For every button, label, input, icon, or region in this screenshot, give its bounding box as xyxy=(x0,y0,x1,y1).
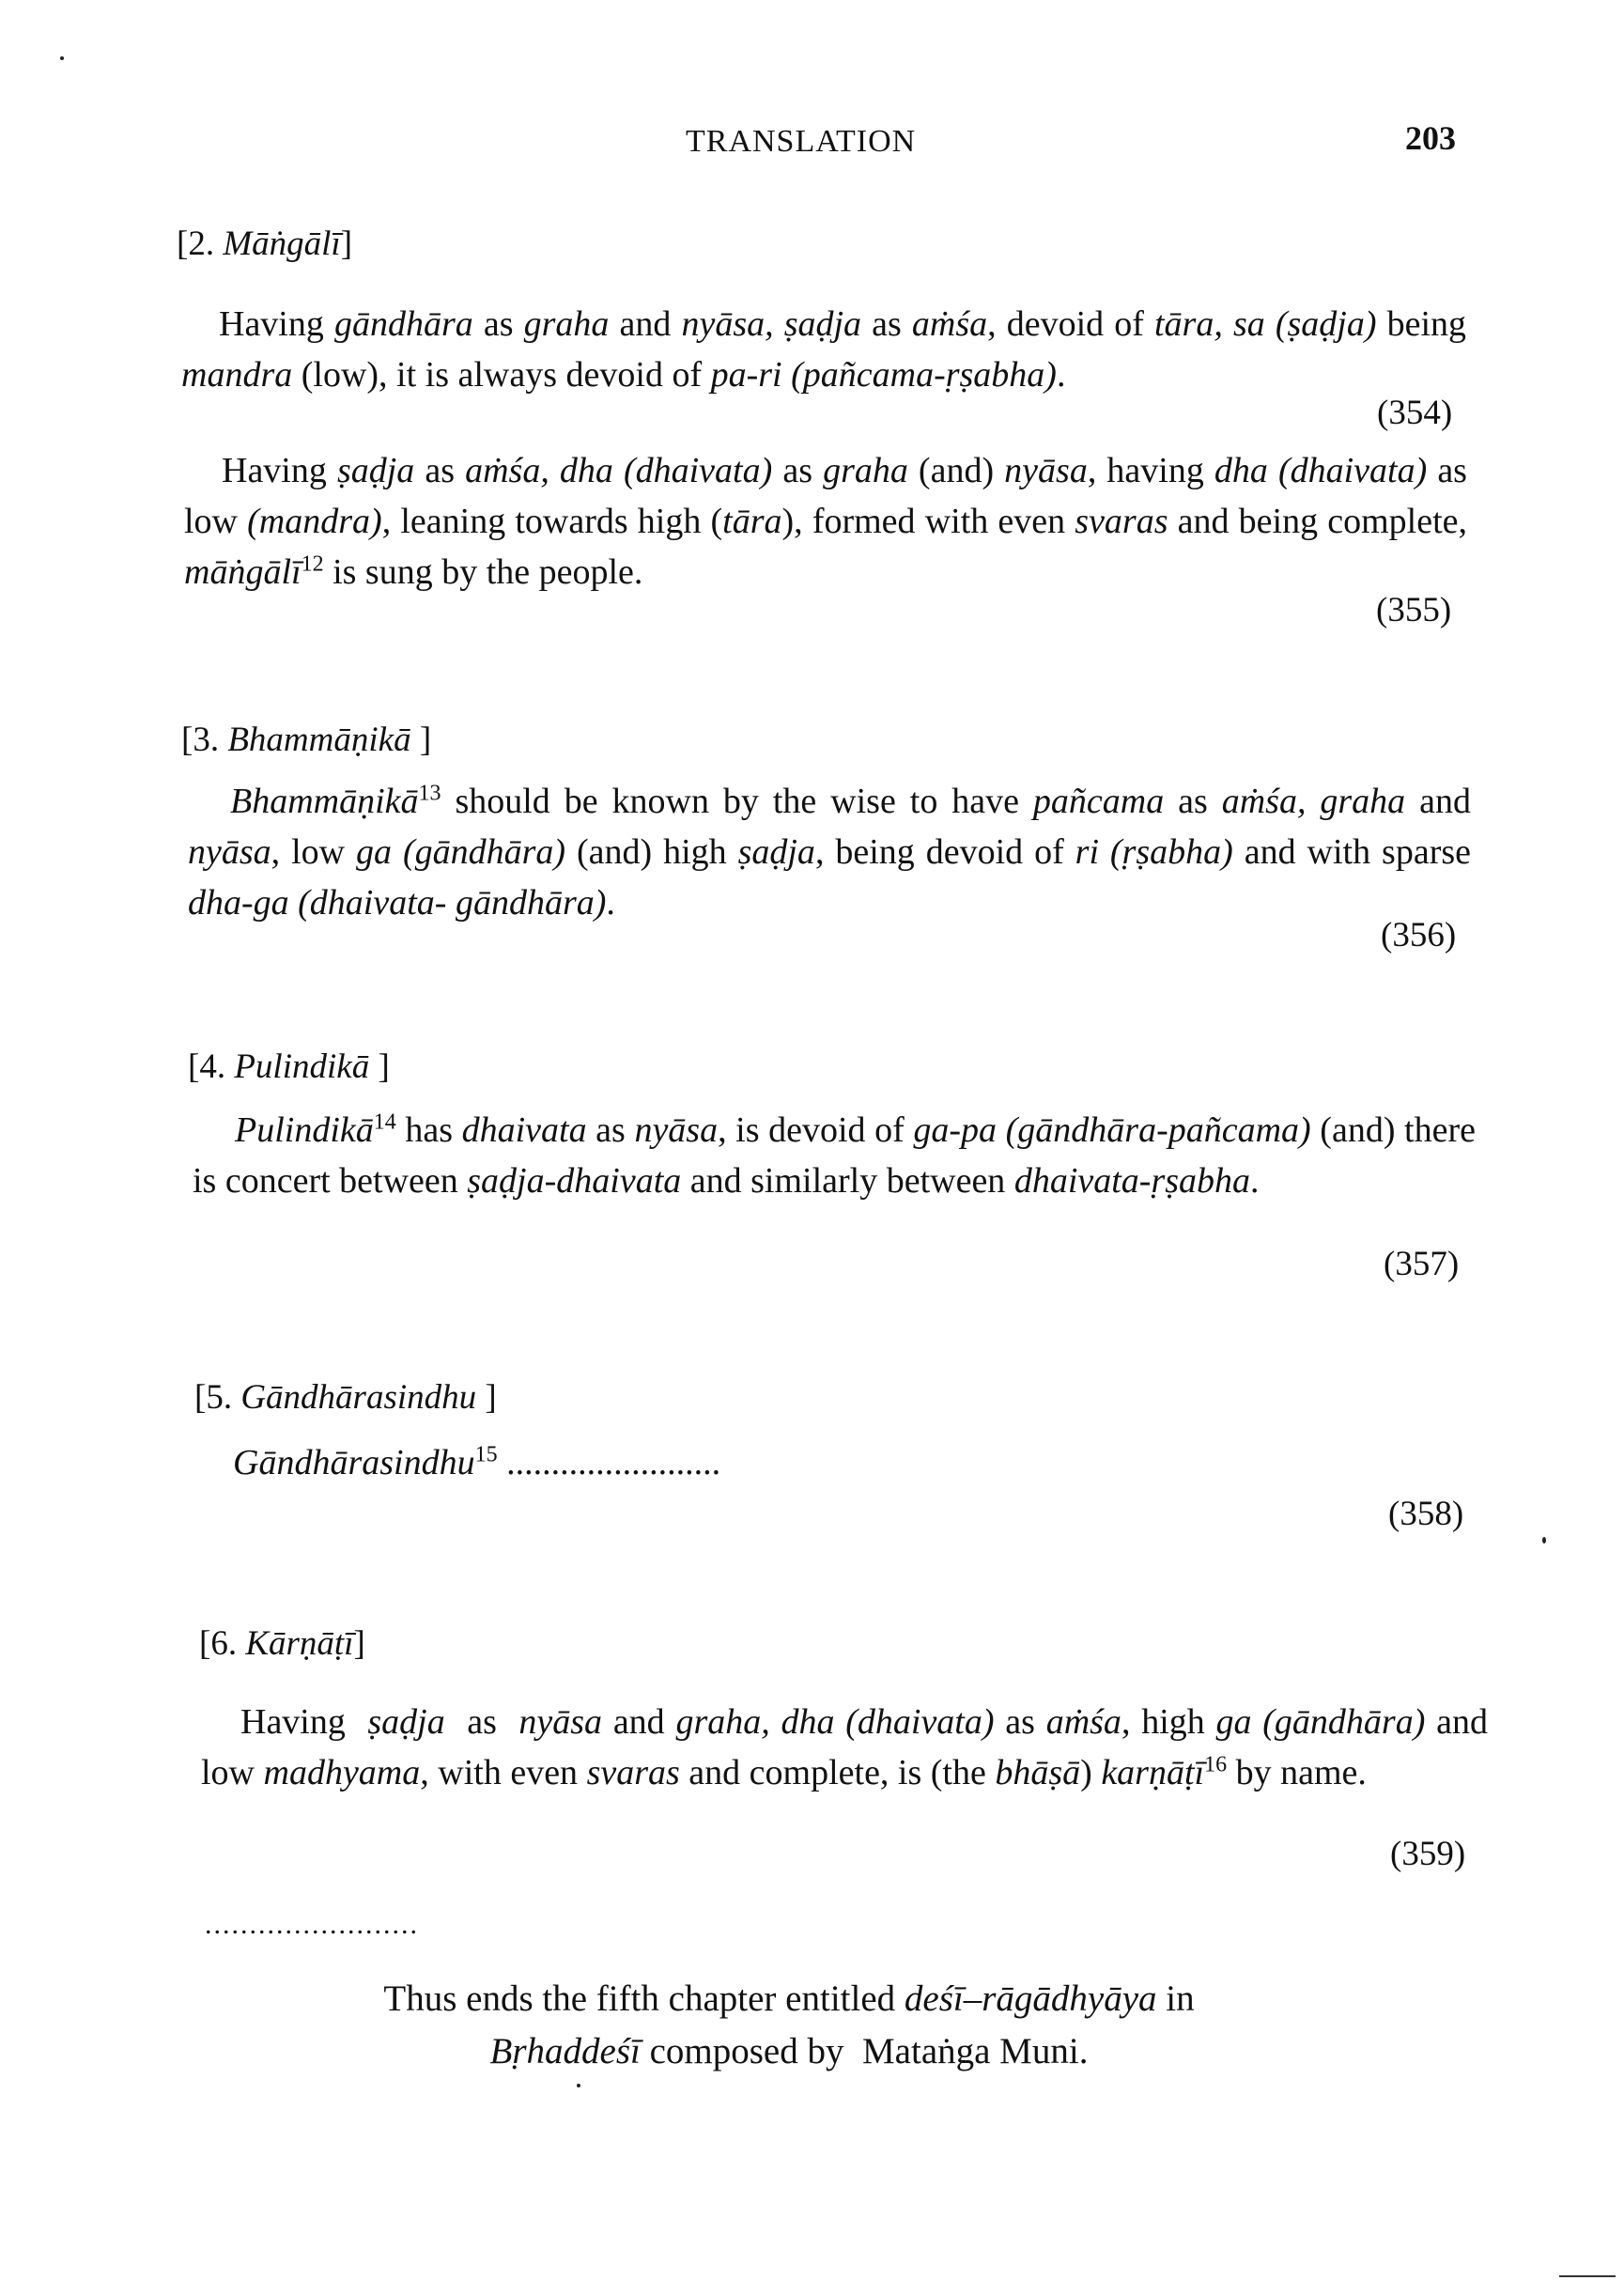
section-heading-gandharasindhu: [5. Gāndhārasindhu ] xyxy=(194,1378,497,1417)
scan-speck xyxy=(577,2084,580,2087)
page-number: 203 xyxy=(1405,119,1456,157)
verse-358-text: Gāndhārasindhu$^{15}$ ........................ xyxy=(233,1442,721,1482)
verse-number-354: (354) xyxy=(1377,394,1453,432)
scan-speck xyxy=(1542,1537,1546,1544)
verse-359-text: Having ṣaḍja as nyāsa and graha, dha (dhaivata) as aṁśa, high ga (gāndhāra) and low madhyama, with even svaras and complete, is (the bhāṣā) karṇāṭī$^{16}$ by name. xyxy=(201,1702,1488,1792)
verse-356-text: Bhammāṇikā$^{13}$ should be known by the wise to have pañcama as aṁśa, graha and nyāsa, low ga (gāndhāra) (and) high ṣaḍja, being devoid of ri (ṛṣabha) and with sparse dha-ga (dhaivata- gāndhāra). xyxy=(188,781,1472,923)
verse-355-text: Having ṣaḍja as aṁśa, dha (dhaivata) as graha (and) nyāsa, having dha (dhaivata) as low (mandra), leaning towards high (tāra), formed with even svaras and being complete, māṅgālī$^{12}$ is sung by the people. xyxy=(184,451,1468,592)
section-heading-karnati: [6. Kārṇāṭī] xyxy=(199,1624,365,1663)
section-heading-pulindika: [4. Pulindikā ] xyxy=(188,1047,390,1086)
separator-dots: ........................ xyxy=(205,1909,419,1940)
scan-edge-mark xyxy=(1559,2275,1616,2277)
running-header-title: TRANSLATION xyxy=(686,124,917,159)
verse-number-358: (358) xyxy=(1388,1495,1464,1533)
verse-number-359: (359) xyxy=(1390,1835,1466,1873)
verse-number-356: (356) xyxy=(1381,916,1457,954)
verse-354-text: Having gāndhāra as graha and nyāsa, ṣaḍja as aṁśa, devoid of tāra, sa (ṣaḍja) being mandra (low), it is always devoid of pa-ri (pañcama-ṛṣabha). xyxy=(181,304,1467,395)
verse-357-text: Pulindikā$^{14}$ has dhaivata as nyāsa, is devoid of ga-pa (gāndhāra-pañcama) (and) there is concert between ṣaḍja-dhaivata and similarly between dhaivata-ṛṣabha. xyxy=(193,1109,1477,1201)
verse-number-357: (357) xyxy=(1384,1245,1460,1283)
section-heading-mangali: [2. Māṅgālī] xyxy=(177,225,353,263)
scan-speck xyxy=(60,56,64,60)
chapter-closing-text: Thus ends the fifth chapter entitled deśī–rāgādhyāya in Bṛhaddeśī composed by Mataṅga Muni. xyxy=(383,1978,1195,2071)
verse-number-355: (355) xyxy=(1376,591,1452,629)
section-heading-bhammanika: [3. Bhammāṇikā ] xyxy=(181,721,432,759)
